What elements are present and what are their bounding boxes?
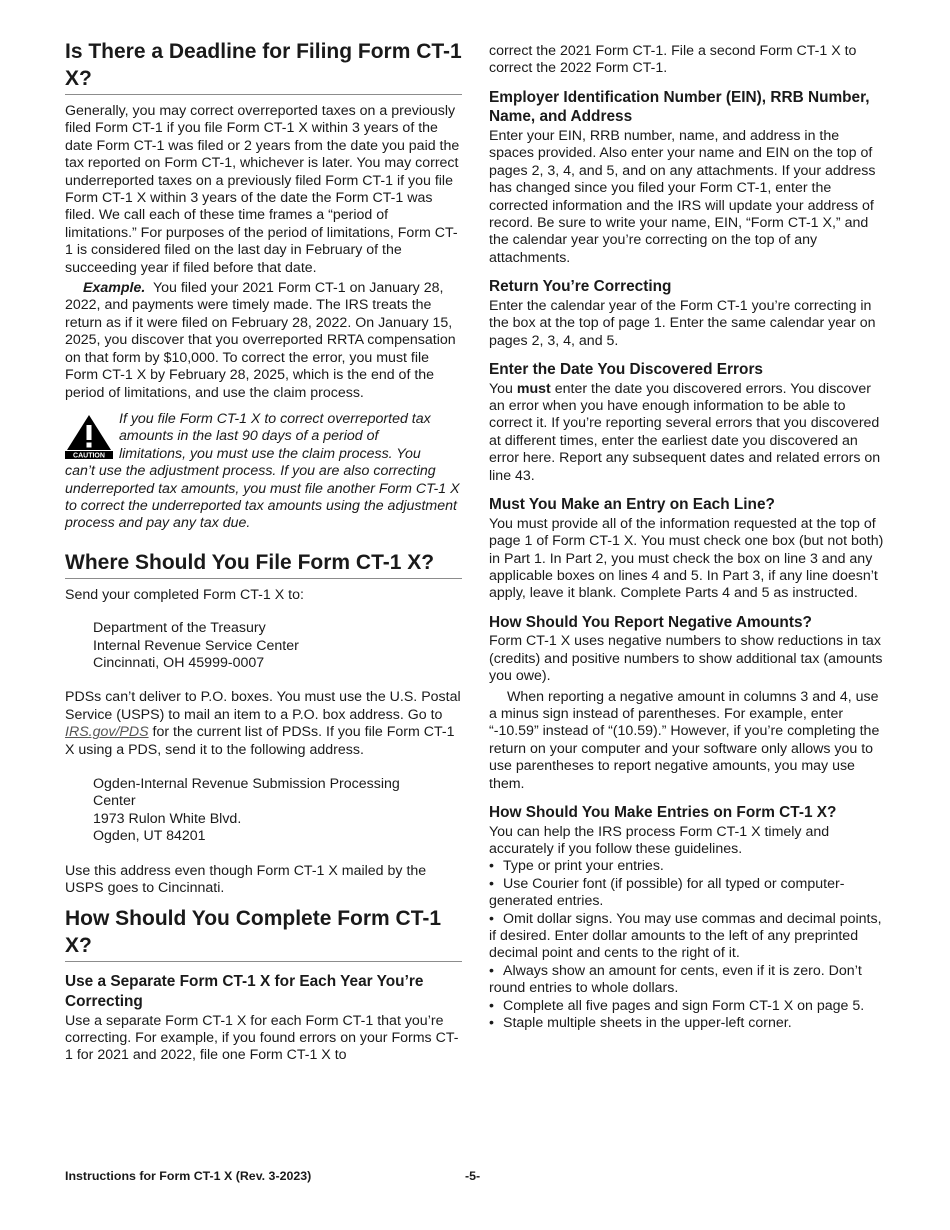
address-cincinnati [65, 620, 462, 672]
address-line: Ogden, UT 84201 [93, 828, 206, 845]
list-item [489, 963, 886, 998]
date-text-after: enter the date you discovered errors. You discover an error when you have enough information to be able to correct it. If you’re reporting several errors that you discovered at different times, enter the earliest date you discovered an error here. Report any subsequent dates and related errors on line 43. [489, 380, 881, 484]
address-ogden [65, 776, 433, 846]
heading-deadline: Is There a Deadline for Filing Form CT-1 X? [65, 38, 462, 95]
address-line: 1973 Rulon White Blvd. [93, 810, 242, 827]
address-line: Internal Revenue Service Center [93, 637, 299, 654]
address-line: Ogden-Internal Revenue Submission Processing Center [93, 776, 400, 810]
caution-line-1: If you file Form CT-1 X to correct overreported tax [119, 410, 431, 427]
heading-entry: Must You Make an Entry on Each Line? [489, 496, 775, 514]
right-column [489, 43, 886, 1032]
pds-text-after: for the current list of PDSs. If you file Form CT-1 X using a PDS, send it to the following address. [65, 724, 455, 758]
deadline-paragraph: Generally, you may correct overreported taxes on a previously filed Form CT-1 if you file Form CT-1 X within 3 years of the date Form CT-1 was filed or 2 years from the date you paid the tax reported on Form CT-1, whichever is later. You may correct underreported taxes on a previously filed Form CT-1 if you file Form CT-1 X within 3 years of the date the Form CT-1 was filed. We call each of these time frames a “period of limitations.” For purposes of the period of limitations, Form CT-1 is considered filed on the last day in February of the succeeding year if filed before that date. [65, 103, 460, 276]
heading-return: Return You’re Correcting [489, 278, 672, 296]
address-line: Department of the Treasury [93, 620, 266, 637]
date-paragraph [489, 381, 886, 485]
negative-paragraph-1: Form CT-1 X uses negative numbers to show reductions in tax (credits) and positive numbers to show additional tax (amounts you owe). [489, 633, 883, 685]
example-label: Example. [83, 280, 146, 297]
caution-label: CAUTION [73, 452, 105, 459]
list-item-text: Staple multiple sheets in the upper-left corner. [503, 1015, 792, 1032]
caution-rest: can’t use the adjustment process. If you are also correcting underreported tax amounts, you must file another Form CT-1 X to correct the underreported tax amounts using the adjustment process and pay any tax due. [65, 463, 460, 532]
heading-complete: How Should You Complete Form CT-1 X? [65, 905, 462, 962]
caution-line-3: limitations, you must use the claim process. You [119, 445, 421, 462]
guidelines-list [489, 858, 886, 1032]
heading-where: Where Should You File Form CT-1 X? [65, 549, 462, 579]
pds-text-before: PDSs can’t deliver to P.O. boxes. You must use the U.S. Postal Service (USPS) to mail an item to a P.O. box address. Go to [65, 689, 461, 723]
list-item [489, 858, 886, 875]
heading-negative: How Should You Report Negative Amounts? [489, 613, 812, 631]
list-item [489, 1015, 886, 1032]
page-number: -5- [465, 1169, 481, 1183]
entries-paragraph: You can help the IRS process Form CT-1 X timely and accurately if you follow these guidelines. [489, 823, 830, 857]
date-text-before: You [489, 380, 517, 397]
heading-entries: How Should You Make Entries on Form CT-1 X? [489, 803, 837, 821]
return-paragraph: Enter the calendar year of the Form CT-1 you’re correcting in the box at the top of page 1. Enter the same calendar year on pages 2, 3, 4, and 5. [489, 297, 876, 349]
address-line: Cincinnati, OH 45999-0007 [93, 654, 265, 671]
usps-paragraph: Use this address even though Form CT-1 X mailed by the USPS goes to Cincinnati. [65, 862, 427, 897]
list-item [489, 876, 886, 911]
bullet-icon: • [489, 1015, 494, 1032]
list-item-text: Always show an amount for cents, even if it is zero. Don’t round entries to whole dollars. [489, 962, 862, 997]
date-must: must [516, 380, 551, 397]
caution-line-2: amounts in the last 90 days of a period of [119, 428, 379, 445]
heading-ein: Employer Identification Number (EIN), RRB Number, Name, and Address [489, 88, 870, 126]
list-item-text: Use Courier font (if possible) for all typed or computer-generated entries. [489, 875, 845, 910]
list-item [489, 998, 886, 1015]
pds-paragraph [65, 689, 462, 759]
list-item-text: Complete all five pages and sign Form CT-1 X on page 5. [503, 997, 865, 1014]
caution-box [65, 411, 462, 533]
caution-icon [65, 413, 113, 459]
bullet-icon: • [489, 875, 494, 892]
list-item-text: Type or print your entries. [503, 858, 664, 875]
list-item [489, 911, 886, 963]
separate-paragraph: Use a separate Form CT-1 X for each Form CT-1 that you’re correcting. For example, if you found errors on your Forms CT-1 for 2021 and 2022, file one Form CT-1 X to [65, 1012, 459, 1064]
negative-paragraph-2: When reporting a negative amount in columns 3 and 4, use a minus sign instead of parentheses. For example, enter “-10.59” instead of “(10.59).” However, if you’re completing the return on your computer and your software only allows you to use parentheses to report negative amounts, you may use them. [489, 688, 880, 792]
entry-paragraph: You must provide all of the information requested at the top of page 1 of Form CT-1 X. You must check one box (but not both) in Part 1. In Part 2, you must check the box on line 3 and any applicable boxes on lines 4 and 5. In Part 3, if any line doesn’t apply, leave it blank. Complete Parts 4 and 5 as instructed. [489, 515, 884, 602]
example-text: You filed your 2021 Form CT-1 on January 28, 2022, and payments were timely made. The IRS treats the return as if it were filed on February 28, 2022. On January 15, 2025, you discover that you overreported RRTA compensation on that form by $10,000. To correct the error, you must file Form CT-1 X by February 28, 2025, which is the end of the period of limitations, and use the claim process. [65, 280, 456, 401]
left-column [65, 38, 462, 1065]
ein-paragraph: Enter your EIN, RRB number, name, and address in the spaces provided. Also enter your name and EIN on the top of pages 2, 3, 4, and 5, and on any attachments. If your address has changed since you filed your Form CT-1, enter the corrected information and the IRS will update your address of record. Be sure to write your name, EIN, “Form CT-1 X,” and the calendar year you’re correcting on the top of any attachments. [489, 128, 876, 266]
continued-paragraph: correct the 2021 Form CT-1. File a second Form CT-1 X to correct the 2022 Form CT-1. [489, 43, 857, 77]
bullet-icon: • [489, 962, 494, 979]
list-item-text: Omit dollar signs. You may use commas and decimal points, if desired. Enter dollar amounts to the left of any preprinted decimal point and cents to the right of it. [489, 910, 882, 962]
where-paragraph: Send your completed Form CT-1 X to: [65, 586, 304, 603]
footer-title: Instructions for Form CT-1 X (Rev. 3-2023) [65, 1169, 312, 1183]
bullet-icon: • [489, 997, 494, 1014]
heading-date: Enter the Date You Discovered Errors [489, 361, 763, 379]
bullet-icon: • [489, 858, 494, 875]
bullet-icon: • [489, 910, 494, 927]
irs-pds-link[interactable]: IRS.gov/PDS [65, 724, 149, 741]
heading-separate: Use a Separate Form CT-1 X for Each Year You’re Correcting [65, 973, 424, 1011]
example-paragraph [65, 280, 462, 402]
